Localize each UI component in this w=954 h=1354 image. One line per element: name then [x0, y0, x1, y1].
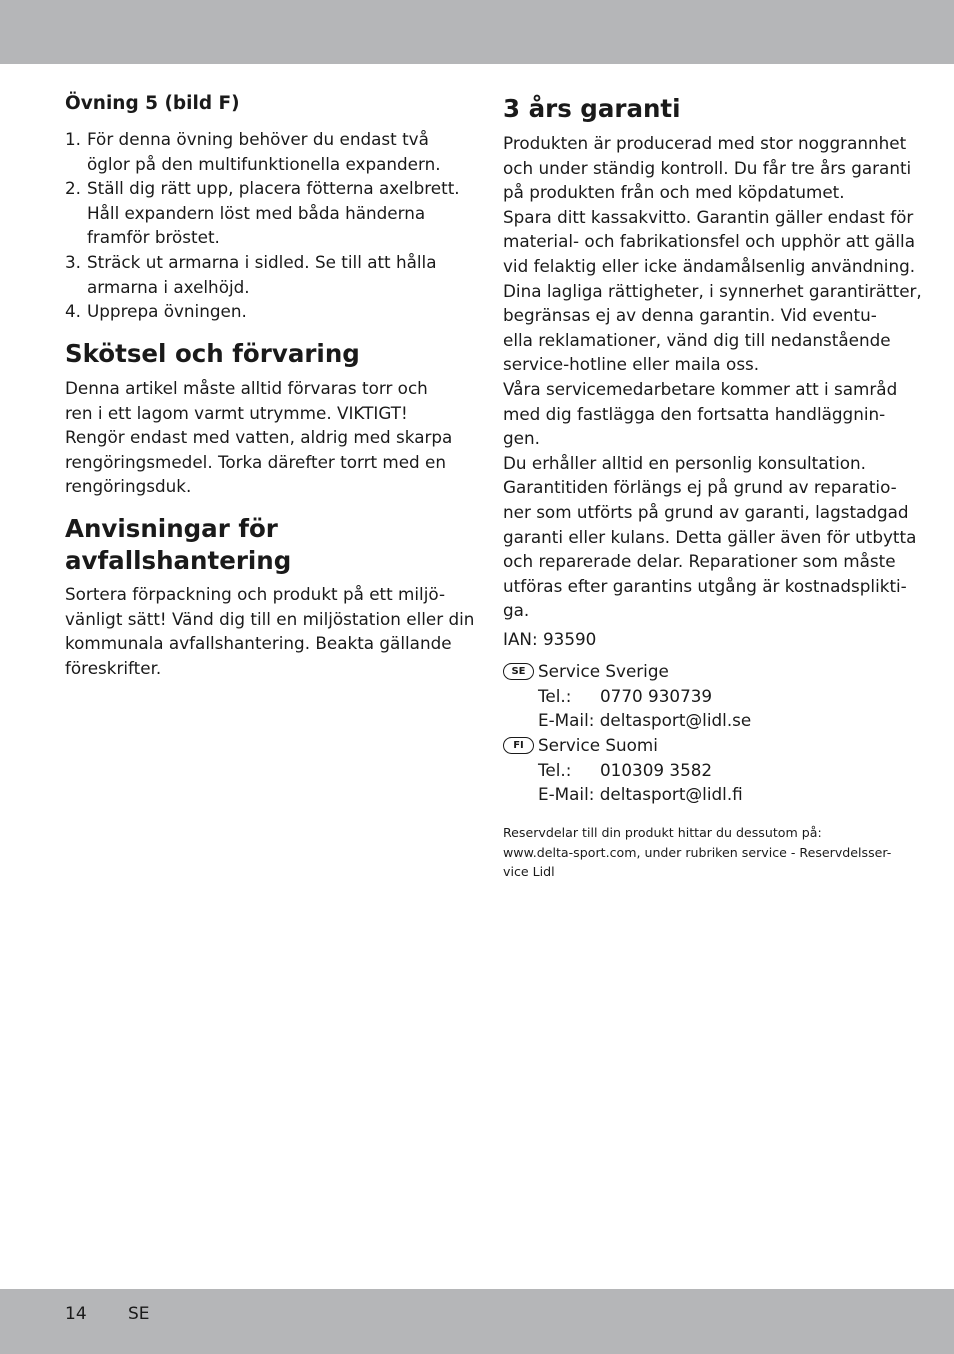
service-name: Service Suomi — [538, 735, 658, 755]
step-line: Håll expandern löst med båda händerna — [87, 202, 426, 223]
service-name: Service Sverige — [538, 661, 669, 681]
fi-country-badge-icon: FI — [503, 737, 534, 754]
step-line: armarna i axelhöjd. — [87, 276, 250, 297]
phone-number: 010309 3582 — [600, 759, 713, 780]
list-item: 1. För denna övning behöver du endast två öglor på den multifunktionella expandern. — [65, 127, 460, 176]
exercise-heading: Övning 5 (bild F) — [65, 93, 240, 114]
spare-parts-note: Reservdelar till din produkt hittar du dessutom på: www.delta-sport.com, under rubriken service - Reservdelsser- vice Lidl — [503, 825, 892, 879]
list-item: 4. Upprepa övningen. — [65, 299, 460, 324]
warranty-paragraph: Produkten är producerad med stor noggrannhet och under ständig kontroll. Du får tre års garanti på produkten från och med köpdatumet. Spara ditt kassakvitto. Garantin gäller endast för material- och fabrikationsfel och upphör att gälla vid felaktig eller icke ändamålsenlig användning. Dina lagliga rättigheter, i synnerhet garantirätter, begränsas ej av denna garantin. Vid eventu- ella reklamationer, vänd dig till nedanstående service-hotline eller maila oss. Våra servicemedarbetare kommer att i samråd med dig fastlägga den fortsatta handläggnin- gen. Du erhåller alltid en personlig konsultation. Garantitiden förlängs ej på grund av reparatio- ner som utförts på grund av garanti, lagstadgad garanti eller kulans. Detta gäller även för utbytta och reparerade delar. Reparationer som måste utföras efter garantins utgång är kostnadsplikti- ga. — [503, 133, 922, 621]
list-item: 2. Ställ dig rätt upp, placera fötterna axelbrett. Håll expandern löst med båda händerna framför bröstet. — [65, 176, 460, 250]
top-band — [0, 0, 954, 64]
se-country-badge-icon: SE — [503, 663, 534, 680]
step-line: framför bröstet. — [87, 227, 220, 248]
email-address: deltasport@lidl.fi — [599, 784, 743, 805]
phone-number: 0770 930739 — [600, 685, 713, 706]
step-line: Ställ dig rätt upp, placera fötterna axelbrett. — [87, 178, 460, 199]
step-line: Upprepa övningen. — [87, 301, 247, 322]
language-code: SE — [128, 1304, 150, 1324]
step-line: öglor på den multifunktionella expandern. — [87, 153, 441, 174]
care-paragraph: Denna artikel måste alltid förvaras torr och ren i ett lagom varmt utrymme. VIKTIGT! Rengör endast med vatten, aldrig med skarpa rengöringsmedel. Torka därefter torrt med en rengöringsduk. — [65, 378, 453, 497]
disposal-paragraph: Sortera förpackning och produkt på ett miljö- vänligt sätt! Vänd dig till en miljöstation eller din kommunala avfallshantering. Beakta gällande föreskrifter. — [65, 584, 475, 678]
exercise-steps — [65, 127, 460, 324]
email-address: deltasport@lidl.se — [599, 710, 752, 731]
step-line: Sträck ut armarna i sidled. Se till att hålla — [87, 251, 437, 272]
page-number: 14 — [65, 1304, 87, 1324]
warranty-heading: 3 års garanti — [503, 94, 681, 123]
disposal-heading: Anvisningar för avfallshantering — [65, 514, 292, 575]
step-line: För denna övning behöver du endast två — [87, 129, 429, 149]
care-heading: Skötsel och förvaring — [65, 339, 360, 368]
list-item: 3. Sträck ut armarna i sidled. Se till att hålla armarna i axelhöjd. — [65, 250, 460, 299]
ian-number: IAN: 93590 — [503, 629, 597, 649]
